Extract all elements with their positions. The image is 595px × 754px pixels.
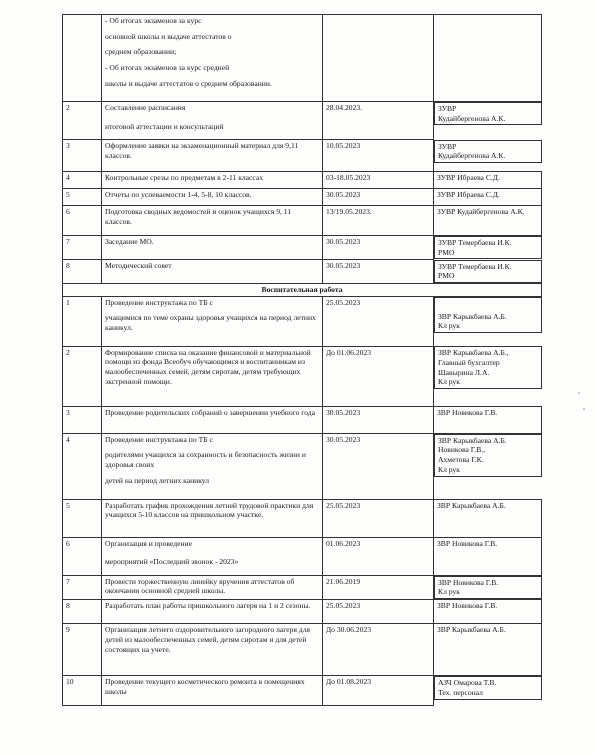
activity-line: Проведение инструктажа по ТБ с bbox=[105, 434, 213, 444]
row-number: 1 bbox=[63, 296, 102, 346]
date-cell: До 01.08.2023 bbox=[323, 676, 434, 706]
activity-cell: Разработать план работы пришкольного лагеря на 1 и 2 сезоны. bbox=[102, 600, 323, 624]
row-number: 6 bbox=[63, 537, 102, 575]
date-cell bbox=[323, 15, 434, 102]
date-cell: 30.05.2023 bbox=[323, 406, 434, 433]
activity-line: школы и выдаче аттестатов о среднем образовании. bbox=[105, 78, 272, 88]
activity-line: учащимися по теме охраны здоровья учащихся на период летних каникул. bbox=[105, 313, 316, 333]
table-row bbox=[63, 15, 542, 102]
responsible-cell: ЗВР Карыкбаева А.Б. Кл рук bbox=[434, 297, 542, 333]
table-row bbox=[63, 433, 542, 499]
row-number: 3 bbox=[63, 140, 102, 172]
plan-table bbox=[62, 14, 542, 706]
table-row bbox=[63, 346, 542, 406]
activity-line: мероприятий «Последний звонок - 2023» bbox=[105, 557, 239, 567]
activity-line: основной школы и выдаче аттестатов о bbox=[105, 31, 232, 41]
table-row bbox=[63, 206, 542, 236]
table-row bbox=[63, 296, 542, 346]
scan-speck bbox=[578, 392, 580, 394]
row-number: 4 bbox=[63, 433, 102, 499]
date-cell: 28.04.2023. bbox=[323, 102, 434, 140]
activity-cell: Проведение текущего косметического ремонта в помещениях школы bbox=[102, 676, 323, 706]
date-cell: 30.05.2023 bbox=[323, 433, 434, 499]
table-row bbox=[63, 537, 542, 575]
activity-line: Организация и проведение bbox=[105, 538, 192, 548]
row-number: 4 bbox=[63, 172, 102, 189]
responsible-cell bbox=[434, 15, 542, 102]
activity-line: Проведение инструктажа по ТБ с bbox=[105, 297, 213, 307]
date-cell: 30.05.2023 bbox=[323, 189, 434, 206]
row-number: 7 bbox=[63, 575, 102, 599]
activity-line: родителями учащихся за сохранность и безопасность жизни и здоровья своих bbox=[105, 450, 306, 470]
date-cell: 25.05.2023 bbox=[323, 499, 434, 537]
responsible-cell: ЗВР Новикова Г.В. bbox=[434, 600, 542, 624]
date-cell: 01.06.2023 bbox=[323, 537, 434, 575]
responsible-cell: ЗВР Карыкбаева А.Б. bbox=[434, 624, 542, 676]
date-cell: До 01.06.2023 bbox=[323, 346, 434, 406]
table-row bbox=[63, 260, 542, 284]
activity-cell bbox=[102, 15, 323, 102]
responsible-cell: ЗВР Новикова Г.В. bbox=[434, 537, 542, 575]
date-cell: 25.05.2023 bbox=[323, 600, 434, 624]
activity-line: Составление расписания bbox=[105, 103, 186, 112]
date-cell: 10.05.2023 bbox=[323, 140, 434, 172]
table-row bbox=[63, 236, 542, 260]
table-row bbox=[63, 406, 542, 433]
date-cell: 25.05.2023 bbox=[323, 296, 434, 346]
section-header-row bbox=[63, 284, 542, 297]
row-number: 2 bbox=[63, 102, 102, 140]
responsible-cell: ЗУВР Ибраева С.Д. bbox=[434, 172, 542, 189]
table-row bbox=[63, 102, 542, 140]
table-row bbox=[63, 624, 542, 676]
responsible-cell: ЗУВР Ибраева С.Д. bbox=[434, 189, 542, 206]
scan-speck bbox=[583, 408, 585, 410]
row-number: 2 bbox=[63, 346, 102, 406]
responsible-cell: АЗЧ Омарова Т.В. Тех. персонал bbox=[434, 676, 542, 699]
date-cell: 03-18.05.2023 bbox=[323, 172, 434, 189]
activity-cell: Провести торжественную линейку вручения аттестатов об окончании основной средней школы. bbox=[102, 575, 323, 599]
activity-cell: Проведение родительских собраний о завершении учебного года bbox=[102, 406, 323, 433]
table-row bbox=[63, 575, 542, 599]
responsible-cell: ЗВР Новикова Г.В. bbox=[434, 406, 542, 433]
row-number: 10 bbox=[63, 676, 102, 706]
table-row bbox=[63, 189, 542, 206]
responsible-cell: ЗВР Карыкбаева А.Б., Главный бухгалтер Шавырина Л.А. Кл рук bbox=[434, 346, 542, 389]
responsible-cell: ЗВР Новикова Г.В. Кл рук bbox=[434, 576, 542, 599]
activity-cell: Организация летнего оздоровительного загородного лагеря для детей из малообеспеченных семей, детям сиротам и для детей состоящих на учете. bbox=[102, 624, 323, 676]
activity-line: - Об итогах экзаменов за курс bbox=[105, 16, 202, 25]
table-row bbox=[63, 499, 542, 537]
activity-cell: Отчеты по успеваемости 1-4, 5-8, 10 классов. bbox=[102, 189, 323, 206]
responsible-cell: ЗУВР Темербаева И.К. РМО bbox=[434, 236, 542, 259]
activity-cell: Разработать график прохождения летней трудовой практики для учащихся 5-10 классов на пришкольном участке. bbox=[102, 499, 323, 537]
responsible-cell: ЗУВР Кудайбергенова А.К. bbox=[434, 206, 542, 236]
activity-cell bbox=[102, 433, 323, 499]
section-title: Воспитательная работа bbox=[63, 284, 542, 297]
date-cell: 30.05.2023 bbox=[323, 236, 434, 260]
table-row bbox=[63, 172, 542, 189]
table-row bbox=[63, 140, 542, 172]
activity-cell: Методический совет bbox=[102, 260, 323, 284]
date-cell: До 30.06.2023 bbox=[323, 624, 434, 676]
row-number: 8 bbox=[63, 600, 102, 624]
row-number bbox=[63, 15, 102, 102]
table-row bbox=[63, 600, 542, 624]
table-row bbox=[63, 676, 542, 706]
row-number: 7 bbox=[63, 236, 102, 260]
row-number: 5 bbox=[63, 189, 102, 206]
responsible-cell: ЗВР Карыкбаева А.Б. bbox=[434, 499, 542, 537]
activity-cell bbox=[102, 296, 323, 346]
activity-line: среднем образовании; bbox=[105, 47, 177, 57]
activity-cell: Формирование списка на оказание финансовой и материальной помощи из фонда Всеобуч обучающимся и воспитанникам из малообеспеченных семей, детям сиротам, детям требующих экстренной помощи. bbox=[102, 346, 323, 406]
row-number: 8 bbox=[63, 260, 102, 284]
activity-line: детей на период летних каникул bbox=[105, 475, 210, 485]
activity-line: итоговой аттестации и консультаций bbox=[105, 121, 224, 131]
activity-cell: Контрольные срезы по предметам в 2-11 классах bbox=[102, 172, 323, 189]
date-cell: 30.05.2023 bbox=[323, 260, 434, 284]
activity-cell: Заседание МО. bbox=[102, 236, 323, 260]
responsible-cell: ЗУВР Темербаева И.К. РМО bbox=[434, 260, 542, 283]
row-number: 5 bbox=[63, 499, 102, 537]
row-number: 3 bbox=[63, 406, 102, 433]
date-cell: 21.06.2019 bbox=[323, 575, 434, 599]
row-number: 6 bbox=[63, 206, 102, 236]
activity-cell bbox=[102, 102, 323, 140]
activity-line: - Об итогах экзаменов за курс средней bbox=[105, 63, 230, 73]
responsible-cell: ЗУВР Кудайбергенова А.К. bbox=[434, 140, 542, 163]
responsible-cell: ЗВР Карыкбаева А.Б. Новикова Г.В., Ахметова Г.К. Кл рук bbox=[434, 434, 542, 477]
date-cell: 13/19.05.2023. bbox=[323, 206, 434, 236]
responsible-cell: ЗУВР Кудайбергенова А.К. bbox=[434, 102, 542, 125]
row-number: 9 bbox=[63, 624, 102, 676]
activity-cell: Подготовка сводных ведомостей и оценок учащихся 9, 11 классов. bbox=[102, 206, 323, 236]
activity-cell bbox=[102, 537, 323, 575]
activity-cell: Оформление заявки на экзаменационный материал для 9,11 классов. bbox=[102, 140, 323, 172]
